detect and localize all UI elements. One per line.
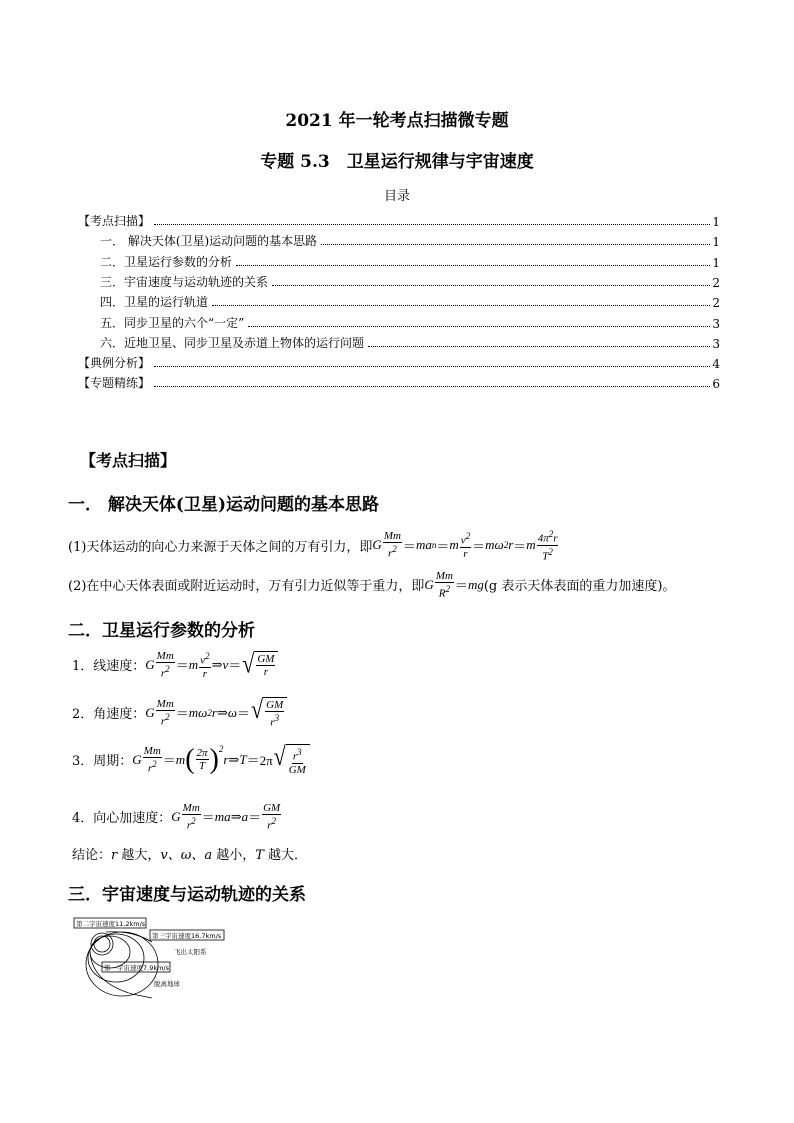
toc-dot-leader [154,224,710,225]
toc-entry-page: 2 [712,275,720,290]
toc-entry[interactable] [78,353,720,371]
toc-entry-page: 1 [712,255,720,270]
section1-p1-text: (1)天体运动的向心力来源于天体之间的万有引力，即 [68,539,373,555]
toc-entry-page: 2 [712,296,720,311]
toc-entry[interactable] [78,292,720,310]
label-leave-earth: 脱离地球 [154,980,180,988]
toc-entry[interactable] [78,373,720,391]
toc-entry[interactable] [78,272,720,290]
conclusion-prefix: 结论： [72,848,112,863]
section2-conclusion [72,844,307,863]
formula-linear-velocity: 1．线速度： G $\frac{Mm}{r^2}$ ＝ m $\frac{v^2}{r}$ ⇒ v ＝ √ $\frac{GM}{r}$ [72,650,278,680]
toc-entry[interactable] [78,313,720,331]
toc-dot-leader [212,305,710,306]
section-scan-heading: 【考点扫描】 [80,451,177,470]
toc-entry-page: 3 [712,336,720,351]
toc-dot-leader [154,366,710,367]
toc-entry-page: 1 [712,215,720,229]
toc-dot-leader [154,386,710,387]
toc-entry-text: 六．近地卫星、同步卫星及赤道上物体的运行问题 [100,335,365,350]
formula-centripetal-acceleration: 4．向心加速度： G $\frac{Mm}{r^2}$ ＝ ma ⇒ a ＝ $\frac{GM}{r^2}$ [72,802,281,832]
toc-dot-leader [272,285,710,286]
toc-entry-text: 四．卫星的运行轨道 [100,295,209,310]
toc-dot-leader [321,244,710,245]
conclusion-mid: 越大， [117,848,161,863]
item-label: 3．周期： [72,754,133,770]
conclusion-r: r [111,848,118,863]
label-third-velocity: 第三宇宙速度16.7km/s [152,932,222,940]
section1-paragraph1 [68,528,559,562]
conclusion-vars: v、ω、a [160,848,213,863]
section1-p2-tail: (g 表示天体表面的重力加速度)。 [483,579,676,595]
label-second-velocity: 第二宇宙速度11.2km/s [76,920,146,928]
toc-entry-page: 6 [712,377,720,392]
section1-paragraph2 [68,570,675,600]
toc-entry-text: 【专题精练】 [78,376,151,391]
escape-path-earth [90,952,152,998]
formula-angular-velocity: 2．角速度： G $\frac{Mm}{r^2}$ ＝ mω 2 r ⇒ ω ＝ √ $\frac{GM}{r^3}$ [72,697,287,729]
toc-entry-text: 二．卫星运行参数的分析 [100,254,233,269]
conclusion-T: T [255,848,264,863]
item-label: 1．线速度： [72,659,146,675]
earth-circle [94,936,110,952]
toc-entry-page: 4 [712,357,720,372]
toc-entry-page: 3 [712,316,720,331]
toc-entry-text: 【典例分析】 [78,356,151,371]
conclusion-mid2: 越小， [212,848,256,863]
formula-gravity-approx: G $\frac{Mm}{R^2}$ ＝ mg [424,570,484,600]
document-subtitle: 专题 5.3 卫星运行规律与宇宙速度 [260,152,534,172]
cosmic-velocity-diagram [72,912,232,1008]
toc-entry-text: 【考点扫描】 [78,214,151,228]
section3-heading: 三．宇宙速度与运动轨迹的关系 [68,885,306,905]
label-first-velocity: 第一宇宙速度7.9km/s [104,964,170,972]
toc-entry-page: 1 [712,235,720,250]
toc-heading: 目录 [383,189,410,204]
section2-heading: 二．卫星运行参数的分析 [68,621,255,641]
item-label: 4．向心加速度： [72,811,172,827]
toc-dot-leader [248,326,710,327]
section1-p2-text: (2)在中心天体表面或附近运动时，万有引力近似等于重力，即 [68,579,425,595]
conclusion-end: 越大． [263,848,308,863]
toc-dot-leader [368,346,710,347]
toc-dot-leader [236,265,710,266]
label-fly-out-sun: 飞出太阳系 [174,948,207,956]
formula-gravitation-centripetal: G $\frac{Mm}{r^2}$ ＝ ma n ＝ m $\frac{v^2}{r}$ ＝ mω 2 r ＝ m $\frac{4\pi^2r}{T^2}$ [372,529,558,563]
item-label: 2．角速度： [72,707,146,723]
document-title: 2021 年一轮考点扫描微专题 [285,111,509,131]
section1-heading: 一． 解决天体(卫星)运动问题的基本思路 [68,495,380,515]
toc-entry-text: 一． 解决天体(卫星)运动问题的基本思路 [100,234,318,249]
formula-period: 3．周期： G $\frac{Mm}{r^2}$ ＝ m ( $\frac{2\pi}{T}$ ) $^2$ r ⇒ T ＝2π √ $\frac{r^3}{GM}$ [72,744,310,776]
toc-entry[interactable] [78,211,720,229]
toc-entry-text: 三．宇宙速度与运动轨迹的关系 [100,274,269,289]
toc-entry[interactable] [78,231,720,249]
toc-entry[interactable] [78,252,720,270]
toc-entry[interactable] [78,333,720,351]
toc-entry-text: 五．同步卫星的六个“一定” [100,315,245,330]
